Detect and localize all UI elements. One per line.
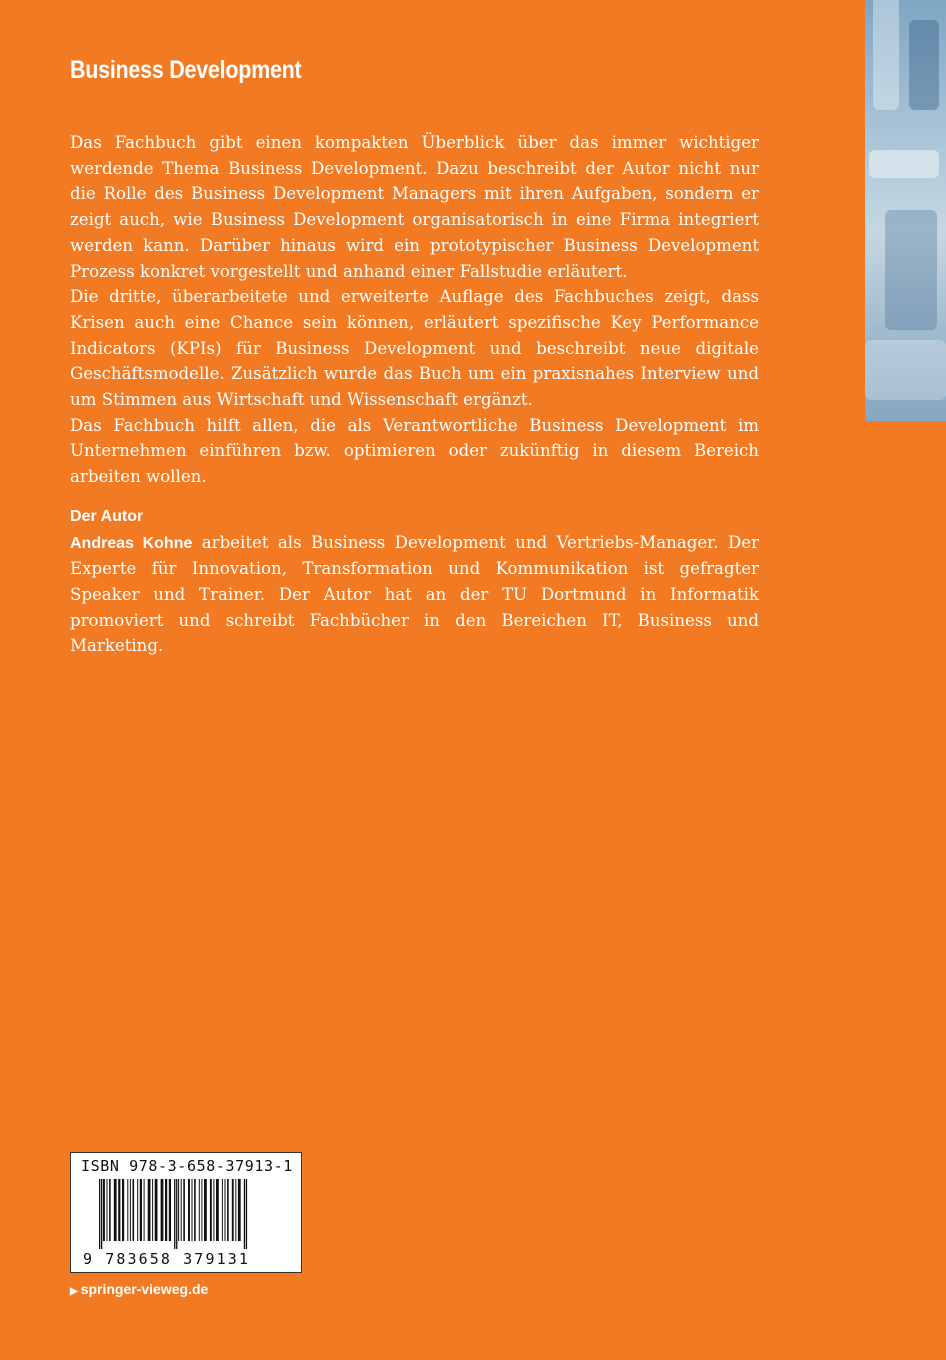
author-bio <box>70 530 759 660</box>
triangle-right-icon: ▶ <box>70 1286 78 1297</box>
isbn-label: ISBN 978-3-658-37913-1 <box>81 1157 293 1175</box>
website-text: springer-vieweg.de <box>80 1281 209 1297</box>
author-bio-text: arbeitet als Business Development und Vertriebs-Manager. Der Experte für Innovation, Transformation und Kommunikation ist gefragter Speaker und Trainer. Der Autor hat an der TU Dortmund in Informatik promoviert und schreibt Fachbücher in den Bereichen IT, Business und Marketing. <box>70 532 759 656</box>
description-paragraph-3: Das Fachbuch hilft allen, die als Verantwortliche Business Development im Unternehmen einführen bzw. optimieren oder zukünftig in diesem Bereich arbeiten wollen. <box>70 415 759 487</box>
isbn-barcode-box <box>70 1152 302 1273</box>
author-name: Andreas Kohne <box>70 534 193 552</box>
cover-corner-image <box>865 0 946 421</box>
author-heading: Der Autor <box>70 507 144 525</box>
barcode-digits: 9 783658 379131 <box>83 1250 250 1268</box>
barcode <box>99 1179 297 1249</box>
description-paragraph-2: Die dritte, überarbeitete und erweiterte Auflage des Fachbuches zeigt, dass Krisen auch eine Chance sein können, erläutert spezifische Key Performance Indicators (KPIs) für Business Development und beschreibt neue digitale Geschäftsmodelle. Zusätzlich wurde das Buch um ein praxisnahes Interview und um Stimmen aus Wirtschaft und Wissenschaft ergänzt. <box>70 287 759 410</box>
book-title: Business Development <box>70 56 302 84</box>
description-paragraph-1: Das Fachbuch gibt einen kompakten Überblick über das immer wichtiger werdende Thema Business Development. Dazu beschreibt der Autor nicht nur die Rolle des Business Development Managers mit ihren Aufgaben, sondern er zeigt auch, wie Business Development organisatorisch in eine Firma integriert werden kann. Darüber hinaus wird ein prototypischer Business Development Prozess konkret vorgestellt und anhand einer Fallstudie erläutert. <box>70 133 759 281</box>
description <box>70 130 759 659</box>
publisher-website[interactable] <box>70 1281 208 1297</box>
